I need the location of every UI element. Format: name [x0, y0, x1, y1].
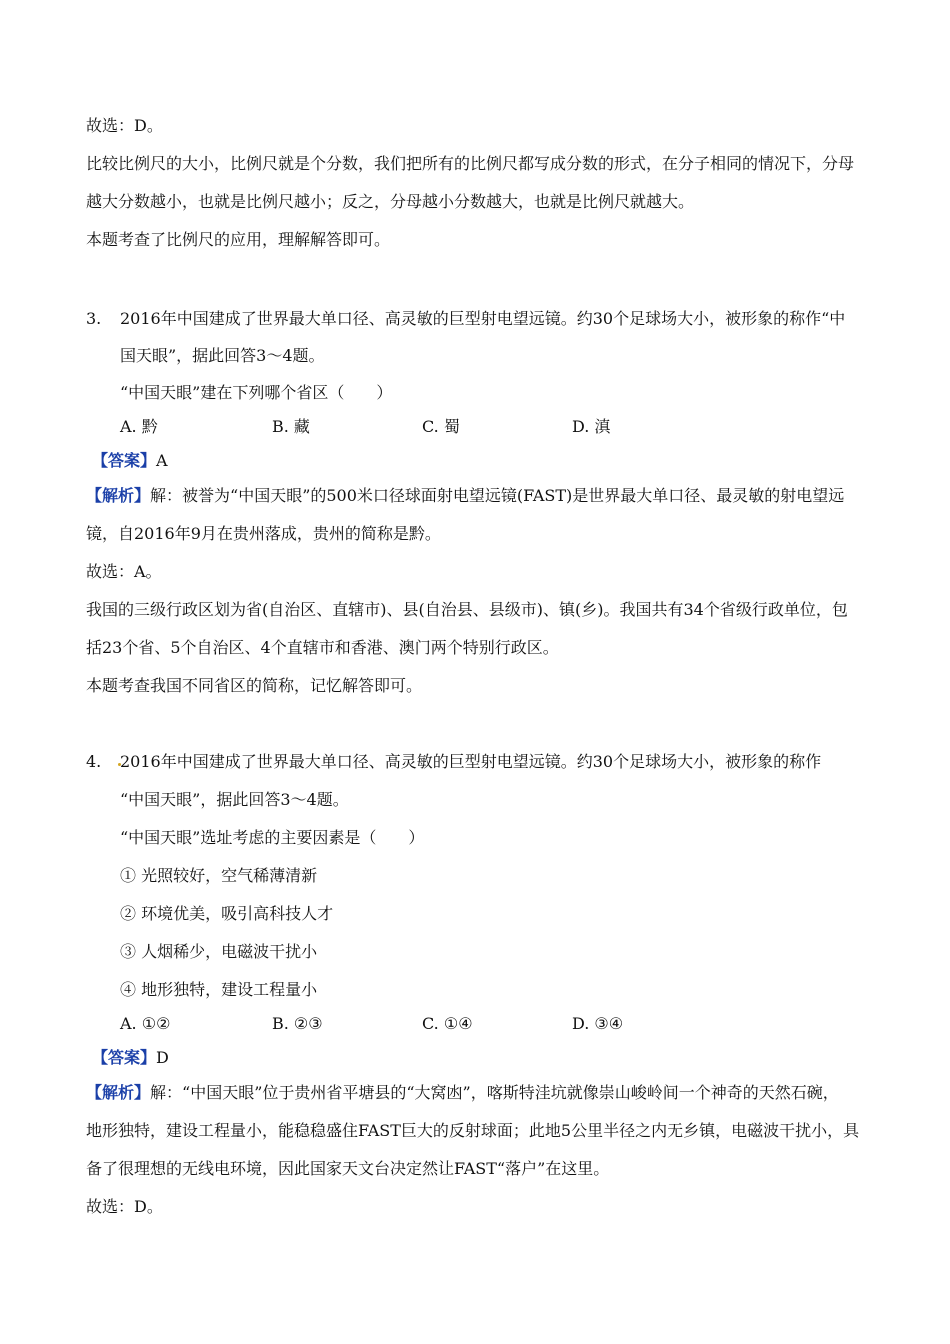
question-stem-line: “中国天眼”，据此回答3～4题。: [120, 790, 349, 809]
answer-value: A: [156, 451, 168, 470]
option-d: D. ③④: [572, 1014, 624, 1033]
conclusion-text: 故选：D。: [86, 116, 163, 135]
option-c: C. 蜀: [422, 417, 460, 436]
question-number: 4.: [86, 752, 102, 771]
statement-item: ② 环境优美，吸引高科技人才: [120, 904, 334, 923]
answer-tag: 【答案】: [92, 1048, 157, 1067]
statement-item: ④ 地形独特，建设工程量小: [120, 980, 318, 999]
analysis-line: [86, 1082, 839, 1104]
statement-item: ① 光照较好，空气稀薄清新: [120, 866, 318, 885]
summary-text: 本题考查了比例尺的应用，理解解答即可。: [86, 230, 391, 249]
answer-row: [92, 1047, 169, 1069]
option-d: D. 滇: [572, 417, 611, 436]
conclusion-text: 故选：A。: [86, 562, 162, 581]
question-stem-line: 2016年中国建成了世界最大单口径、高灵敏的巨型射电望远镜。约30个足球场大小，被形象的称作“中: [120, 309, 846, 328]
question-prompt: “中国天眼”建在下列哪个省区（ ）: [120, 383, 393, 402]
option-c: C. ①④: [422, 1014, 473, 1033]
analysis-tag: 【解析】: [86, 1083, 151, 1102]
question-number: 3.: [86, 309, 102, 328]
question-prompt: “中国天眼”选址考虑的主要因素是（ ）: [120, 828, 425, 847]
analysis-line: 镜，自2016年9月在贵州落成，贵州的简称是黔。: [86, 524, 441, 543]
option-a: A. ①②: [120, 1014, 171, 1033]
summary-text: 本题考查我国不同省区的简称，记忆解答即可。: [86, 676, 423, 695]
answer-value: D: [156, 1048, 169, 1067]
analysis-text: 解：“中国天眼”位于贵州省平塘县的“大窝凼”，喀斯特洼坑就像崇山峻岭间一个神奇的天然石碗，: [150, 1083, 839, 1102]
conclusion-text: 故选：D。: [86, 1197, 163, 1216]
analysis-text: 解：被誉为“中国天眼”的500米口径球面射电望远镜(FAST)是世界最大单口径、最灵敏的射电望远: [150, 486, 845, 505]
option-a: A. 黔: [120, 417, 158, 436]
explanation-line: 我国的三级行政区划为省(自治区、直辖市)、县(自治县、县级市)、镇(乡)。我国共有34个省级行政单位，包: [86, 600, 848, 619]
answer-row: [92, 450, 168, 472]
question-stem-line: 2016年中国建成了世界最大单口径、高灵敏的巨型射电望远镜。约30个足球场大小，被形象的称作: [120, 752, 822, 771]
statement-item: ③ 人烟稀少，电磁波干扰小: [120, 942, 318, 961]
explanation-line: 比较比例尺的大小，比例尺就是个分数，我们把所有的比例尺都写成分数的形式，在分子相同的情况下，分母: [86, 154, 855, 173]
explanation-line: 括23个省、5个自治区、4个直辖市和香港、澳门两个特别行政区。: [86, 638, 559, 657]
question-stem-line: 国天眼”，据此回答3～4题。: [120, 346, 325, 365]
analysis-line: [86, 485, 844, 507]
analysis-tag: 【解析】: [86, 486, 151, 505]
option-b: B. ②③: [272, 1014, 323, 1033]
analysis-line: 地形独特，建设工程量小，能稳稳盛住FAST巨大的反射球面；此地5公里半径之内无乡镇，电磁波干扰小，具: [86, 1121, 860, 1140]
analysis-line: 备了很理想的无线电环境，因此国家天文台决定然让FAST“落户”在这里。: [86, 1159, 610, 1178]
option-b: B. 藏: [272, 417, 310, 436]
explanation-line: 越大分数越小，也就是比例尺越小；反之，分母越小分数越大，也就是比例尺就越大。: [86, 192, 695, 211]
answer-tag: 【答案】: [92, 451, 157, 470]
